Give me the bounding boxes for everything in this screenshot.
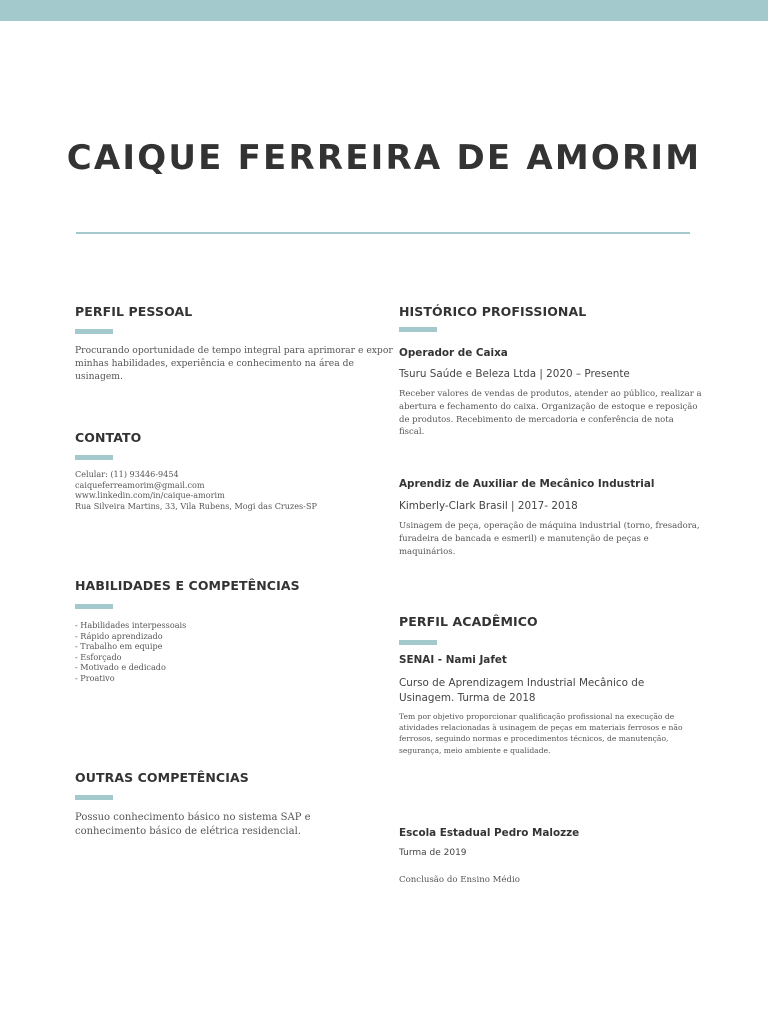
- text-line: fiscal.: [399, 427, 425, 438]
- text-line: furadeira de bancada e esmeril) e manutenção de peças e: [399, 533, 649, 544]
- text-line: segurança, meio ambiente e qualidade.: [399, 745, 551, 755]
- job-title: Aprendiz de Auxiliar de Mecânico Industrial: [399, 478, 655, 490]
- section-rule: [399, 327, 437, 332]
- job-description: [399, 388, 702, 439]
- contact-email[interactable]: caiqueferreamorim@gmail.com: [75, 479, 205, 490]
- school-meta: [399, 676, 644, 705]
- contact-address: Rua Silveira Martins, 33, Vila Rubens, Mogi das Cruzes-SP: [75, 500, 317, 511]
- section-rule: [75, 455, 113, 460]
- section-title-outras-competencias: OUTRAS COMPETÊNCIAS: [75, 770, 249, 785]
- text-line: Receber valores de vendas de produtos, atender ao público, realizar a: [399, 389, 702, 399]
- job-description: [399, 520, 700, 558]
- text-line: Usinagem de peça, operação de máquina industrial (torno, fresadora,: [399, 521, 700, 531]
- section-rule: [75, 329, 113, 334]
- text-line: Procurando oportunidade de tempo integral para aprimorar e expor: [75, 345, 393, 356]
- school-note: Conclusão do Ensino Médio: [399, 875, 520, 885]
- list-item: - Habilidades interpessoais: [75, 620, 187, 630]
- list-item: - Trabalho em equipe: [75, 641, 163, 652]
- text-line: Possuo conhecimento básico no sistema SAP e: [75, 812, 311, 823]
- job-meta: Tsuru Saúde e Beleza Ltda | 2020 – Presente: [399, 368, 630, 380]
- outras-competencias-text: [75, 811, 311, 838]
- text-line: ferrosos, seguindo normas e procedimentos técnicos, de manutenção,: [399, 734, 669, 744]
- list-item: - Motivado e dedicado: [75, 662, 166, 673]
- job-title: Operador de Caixa: [399, 347, 508, 359]
- text-line: Usinagem. Turma de 2018: [399, 691, 536, 704]
- text-line: Tem por objetivo proporcionar qualificação profissional na execução de: [399, 712, 675, 721]
- section-rule: [399, 640, 437, 645]
- school-title: Escola Estadual Pedro Malozze: [399, 827, 580, 839]
- section-title-historico-profissional: HISTÓRICO PROFISSIONAL: [399, 304, 587, 319]
- text-line: maquinários.: [399, 546, 456, 557]
- habilidades-list: [75, 620, 186, 684]
- candidate-name: CAIQUE FERREIRA DE AMORIM: [66, 138, 702, 178]
- text-line: Curso de Aprendizagem Industrial Mecânico de: [399, 677, 645, 689]
- list-item: - Rápido aprendizado: [75, 630, 163, 641]
- text-line: de produtos. Recebimento de mercadoria e conferência de nota: [399, 414, 674, 425]
- section-title-perfil-pessoal: PERFIL PESSOAL: [75, 304, 193, 319]
- list-item: - Proativo: [75, 672, 115, 683]
- school-meta: Turma de 2019: [399, 848, 467, 858]
- job-meta: Kimberly-Clark Brasil | 2017- 2018: [399, 500, 578, 512]
- text-line: usinagem.: [75, 370, 123, 382]
- section-title-habilidades: HABILIDADES E COMPETÊNCIAS: [75, 578, 300, 593]
- contact-linkedin[interactable]: www.linkedin.com/in/caique-amorim: [75, 490, 225, 501]
- contact-phone: Celular: (11) 93446-9454: [75, 469, 179, 479]
- section-rule: [75, 604, 113, 609]
- section-rule: [75, 795, 113, 800]
- text-line: minhas habilidades, experiência e conhecimento na área de: [75, 357, 354, 369]
- school-title: SENAI - Nami Jafet: [399, 654, 507, 666]
- name-divider: [76, 232, 690, 234]
- section-title-perfil-academico: PERFIL ACADÊMICO: [399, 614, 538, 629]
- text-line: atividades relacionadas à usinagem de peças em materiais ferrosos e não: [399, 723, 683, 733]
- school-description: [399, 711, 683, 756]
- list-item: - Esforçado: [75, 651, 122, 662]
- text-line: abertura e fechamento do caixa. Organização de estoque e reposição: [399, 401, 698, 412]
- perfil-pessoal-text: [75, 345, 393, 383]
- contato-list: [75, 469, 317, 511]
- top-accent-bar: [0, 0, 768, 21]
- text-line: conhecimento básico de elétrica residencial.: [75, 825, 301, 837]
- section-title-contato: CONTATO: [75, 430, 142, 445]
